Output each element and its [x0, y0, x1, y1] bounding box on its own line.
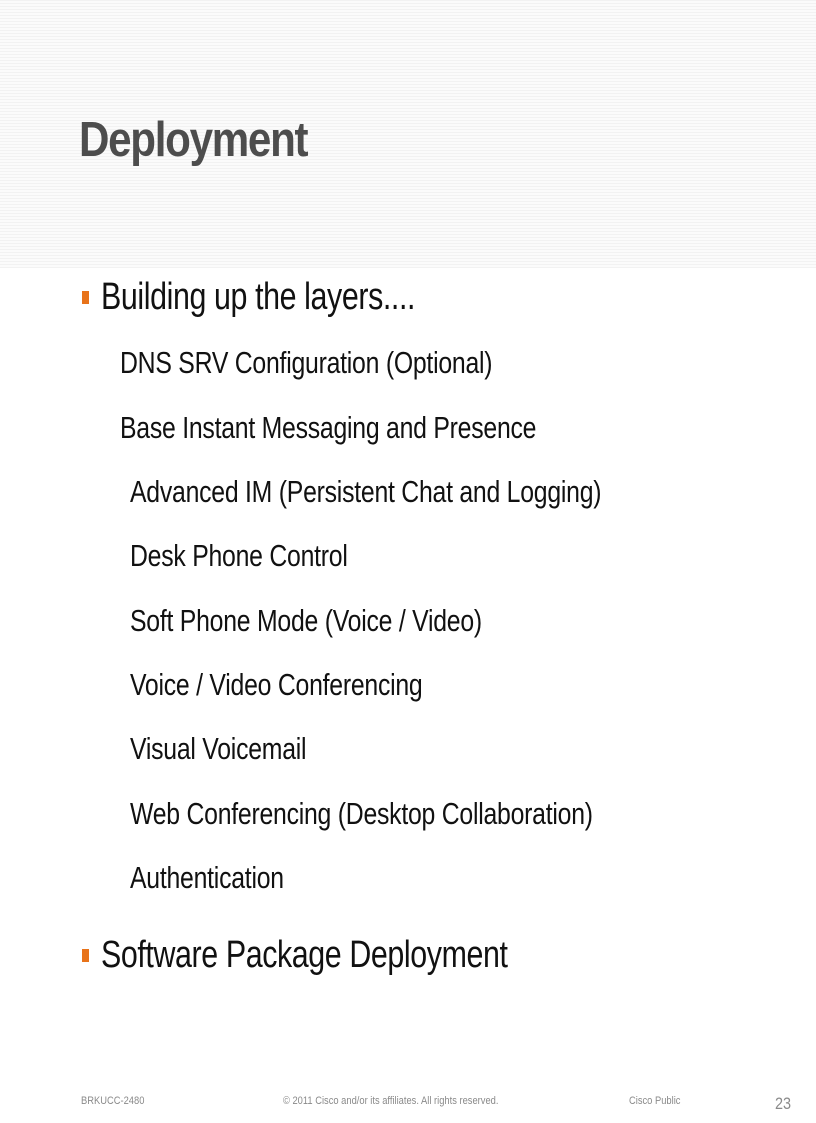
sub-item-visual-voicemail: Visual Voicemail: [130, 731, 307, 766]
footer-session-code: BRKUCC-2480: [81, 1095, 145, 1107]
bullet-building-layers: [82, 276, 494, 319]
sub-item-soft-phone-mode: Soft Phone Mode (Voice / Video): [130, 603, 482, 638]
sub-item-voice-video-conferencing: Voice / Video Conferencing: [130, 667, 423, 702]
sub-item-authentication: Authentication: [130, 860, 284, 895]
bullet-text: Software Package Deployment: [101, 934, 508, 976]
slide-title: Deployment: [79, 113, 308, 167]
sub-item-base-im-presence: Base Instant Messaging and Presence: [120, 410, 537, 445]
footer-classification: Cisco Public: [629, 1095, 681, 1107]
sub-item-web-conferencing: Web Conferencing (Desktop Collaboration): [130, 796, 593, 831]
bullet-square-icon: [82, 291, 89, 304]
bullet-software-package: [82, 934, 609, 977]
sub-item-desk-phone-control: Desk Phone Control: [130, 538, 348, 573]
page-number: 23: [775, 1094, 792, 1113]
footer-copyright: © 2011 Cisco and/or its affiliates. All rights reserved.: [283, 1095, 499, 1107]
bullet-square-icon: [82, 949, 89, 962]
sub-item-dns-srv: DNS SRV Configuration (Optional): [120, 345, 493, 380]
bullet-text: Building up the layers....: [101, 276, 416, 318]
sub-item-advanced-im: Advanced IM (Persistent Chat and Logging): [130, 474, 602, 509]
